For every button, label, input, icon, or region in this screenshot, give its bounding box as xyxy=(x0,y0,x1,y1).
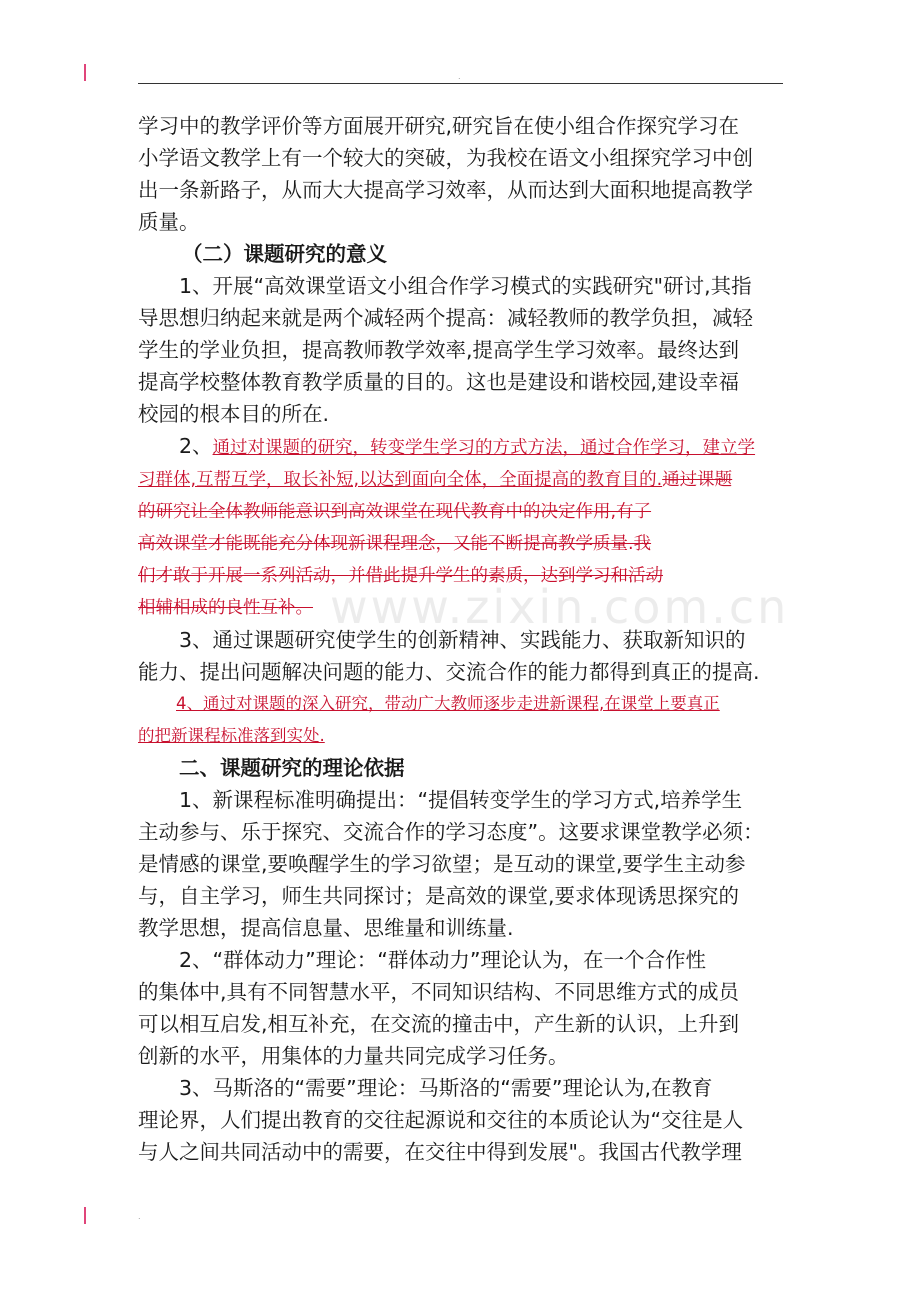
text-line: 出一条新路子，从而大大提高学习效率，从而达到大面积地提高教学 xyxy=(138,178,753,202)
text-line xyxy=(138,528,798,560)
inserted-text: 习群体,互帮互学，取长补短,以达到面向全体，全面提高的教育目的. xyxy=(138,470,663,490)
text-line: 导思想归纳起来就是两个减轻两个提高：减轻教师的教学负担，减轻 xyxy=(138,306,753,330)
text-line: 小学语文教学上有一个较大的突破，为我校在语文小组探究学习中创 xyxy=(138,146,753,170)
header-rule xyxy=(138,83,783,84)
text-line: 提高学校整体教育教学质量的目的。这也是建设和谐校园,建设幸福 xyxy=(138,370,740,394)
text-line: 理论界，人们提出教育的交往起源说和交往的本质论认为“交往是人 xyxy=(138,1108,744,1132)
text-line: 质量。 xyxy=(138,210,200,234)
section-heading-significance: （二）课题研究的意义 xyxy=(182,242,387,266)
text-line: 2、“群体动力”理论：“群体动力”理论认为，在一个合作性 xyxy=(179,948,707,972)
text-line: 教学思想，提高信息量、思维量和训练量. xyxy=(138,916,514,940)
significance-item-3 xyxy=(138,624,798,688)
text-line: 1、新课程标准明确提出：“提倡转变学生的学习方式,培养学生 xyxy=(179,788,743,812)
inserted-text-line: 4、通过对课题的深入研究，带动广大教师逐步走进新课程,在课堂上要真正 xyxy=(176,694,720,713)
text-line: 的集体中,具有不同智慧水平，不同知识结构、不同思维方式的成员 xyxy=(138,980,740,1004)
significance-item-1 xyxy=(138,270,798,430)
text-line: 1、开展“高效课堂语文小组合作学习模式的实践研究"研讨,其指 xyxy=(179,274,752,298)
text-line: 学习中的教学评价等方面展开研究,研究旨在使小组合作探究学习在 xyxy=(138,114,740,138)
significance-item-2-tracked-changes xyxy=(138,430,798,624)
deleted-text: 们才敢于开展一系列活动，并借此提升学生的素质，达到学习和活动 xyxy=(138,566,663,586)
header-dot: . xyxy=(458,72,461,81)
text-line xyxy=(138,496,798,528)
text-line: 校园的根本目的所在. xyxy=(138,402,330,426)
deleted-text: 的研究让全体教师能意识到高效课堂在现代教育中的决定作用,有了 xyxy=(138,502,652,522)
text-line xyxy=(138,560,798,592)
deleted-text: 高效课堂才能既能充分体现新课程理念，又能不断提高教学质量.我 xyxy=(138,534,652,554)
theory-item-2 xyxy=(138,944,798,1072)
footer-dot: . xyxy=(138,1212,141,1221)
theory-item-1 xyxy=(138,784,798,944)
item-number: 2、 xyxy=(179,434,213,458)
margin-mark-top-left xyxy=(84,64,86,81)
significance-item-4-inserted xyxy=(138,688,798,752)
text-line: 学生的学业负担，提高教师教学效率,提高学生学习效率。最终达到 xyxy=(138,338,740,362)
text-line xyxy=(138,592,798,624)
text-line: 与，自主学习，师生共同探讨；是高效的课堂,要求体现诱思探究的 xyxy=(138,884,740,908)
text-line: 3、通过课题研究使学生的创新精神、实践能力、获取新知识的 xyxy=(179,628,746,652)
inserted-text: 通过对课题的研究，转变学生学习的方式方法，通过合作学习，建立学 xyxy=(212,438,756,458)
text-line: 主动参与、乐于探究、交流合作的学习态度”。这要求课堂教学必须： xyxy=(138,820,764,844)
text-line: 可以相互启发,相互补充，在交流的撞击中，产生新的认识，上升到 xyxy=(138,1012,740,1036)
text-line: 是情感的课堂,要唤醒学生的学习欲望；是互动的课堂,要学生主动参 xyxy=(138,852,746,876)
deleted-text: 相辅相成的良性互补。 xyxy=(138,598,313,618)
watermark: www.zixin.com.cn xyxy=(330,580,790,634)
intro-paragraph xyxy=(138,110,798,238)
text-line xyxy=(138,464,798,496)
text-line: 与人之间共同活动中的需要，在交往中得到发展"。我国古代教学理 xyxy=(138,1140,742,1164)
text-line: 创新的水平，用集体的力量共同完成学习任务。 xyxy=(138,1044,569,1068)
deleted-text: 通过课题 xyxy=(662,470,733,490)
margin-mark-bottom-left xyxy=(84,1207,86,1224)
text-line: 能力、提出问题解决问题的能力、交流合作的能力都得到真正的提高. xyxy=(138,660,760,684)
section-heading-theory: 二、课题研究的理论依据 xyxy=(179,756,405,780)
document-body xyxy=(138,110,798,1168)
theory-item-3 xyxy=(138,1072,798,1168)
inserted-text-line: 的把新课程标准落到实处. xyxy=(138,726,325,745)
text-line xyxy=(138,430,798,464)
text-line: 3、马斯洛的“需要”理论：马斯洛的“需要”理论认为,在教育 xyxy=(179,1076,713,1100)
